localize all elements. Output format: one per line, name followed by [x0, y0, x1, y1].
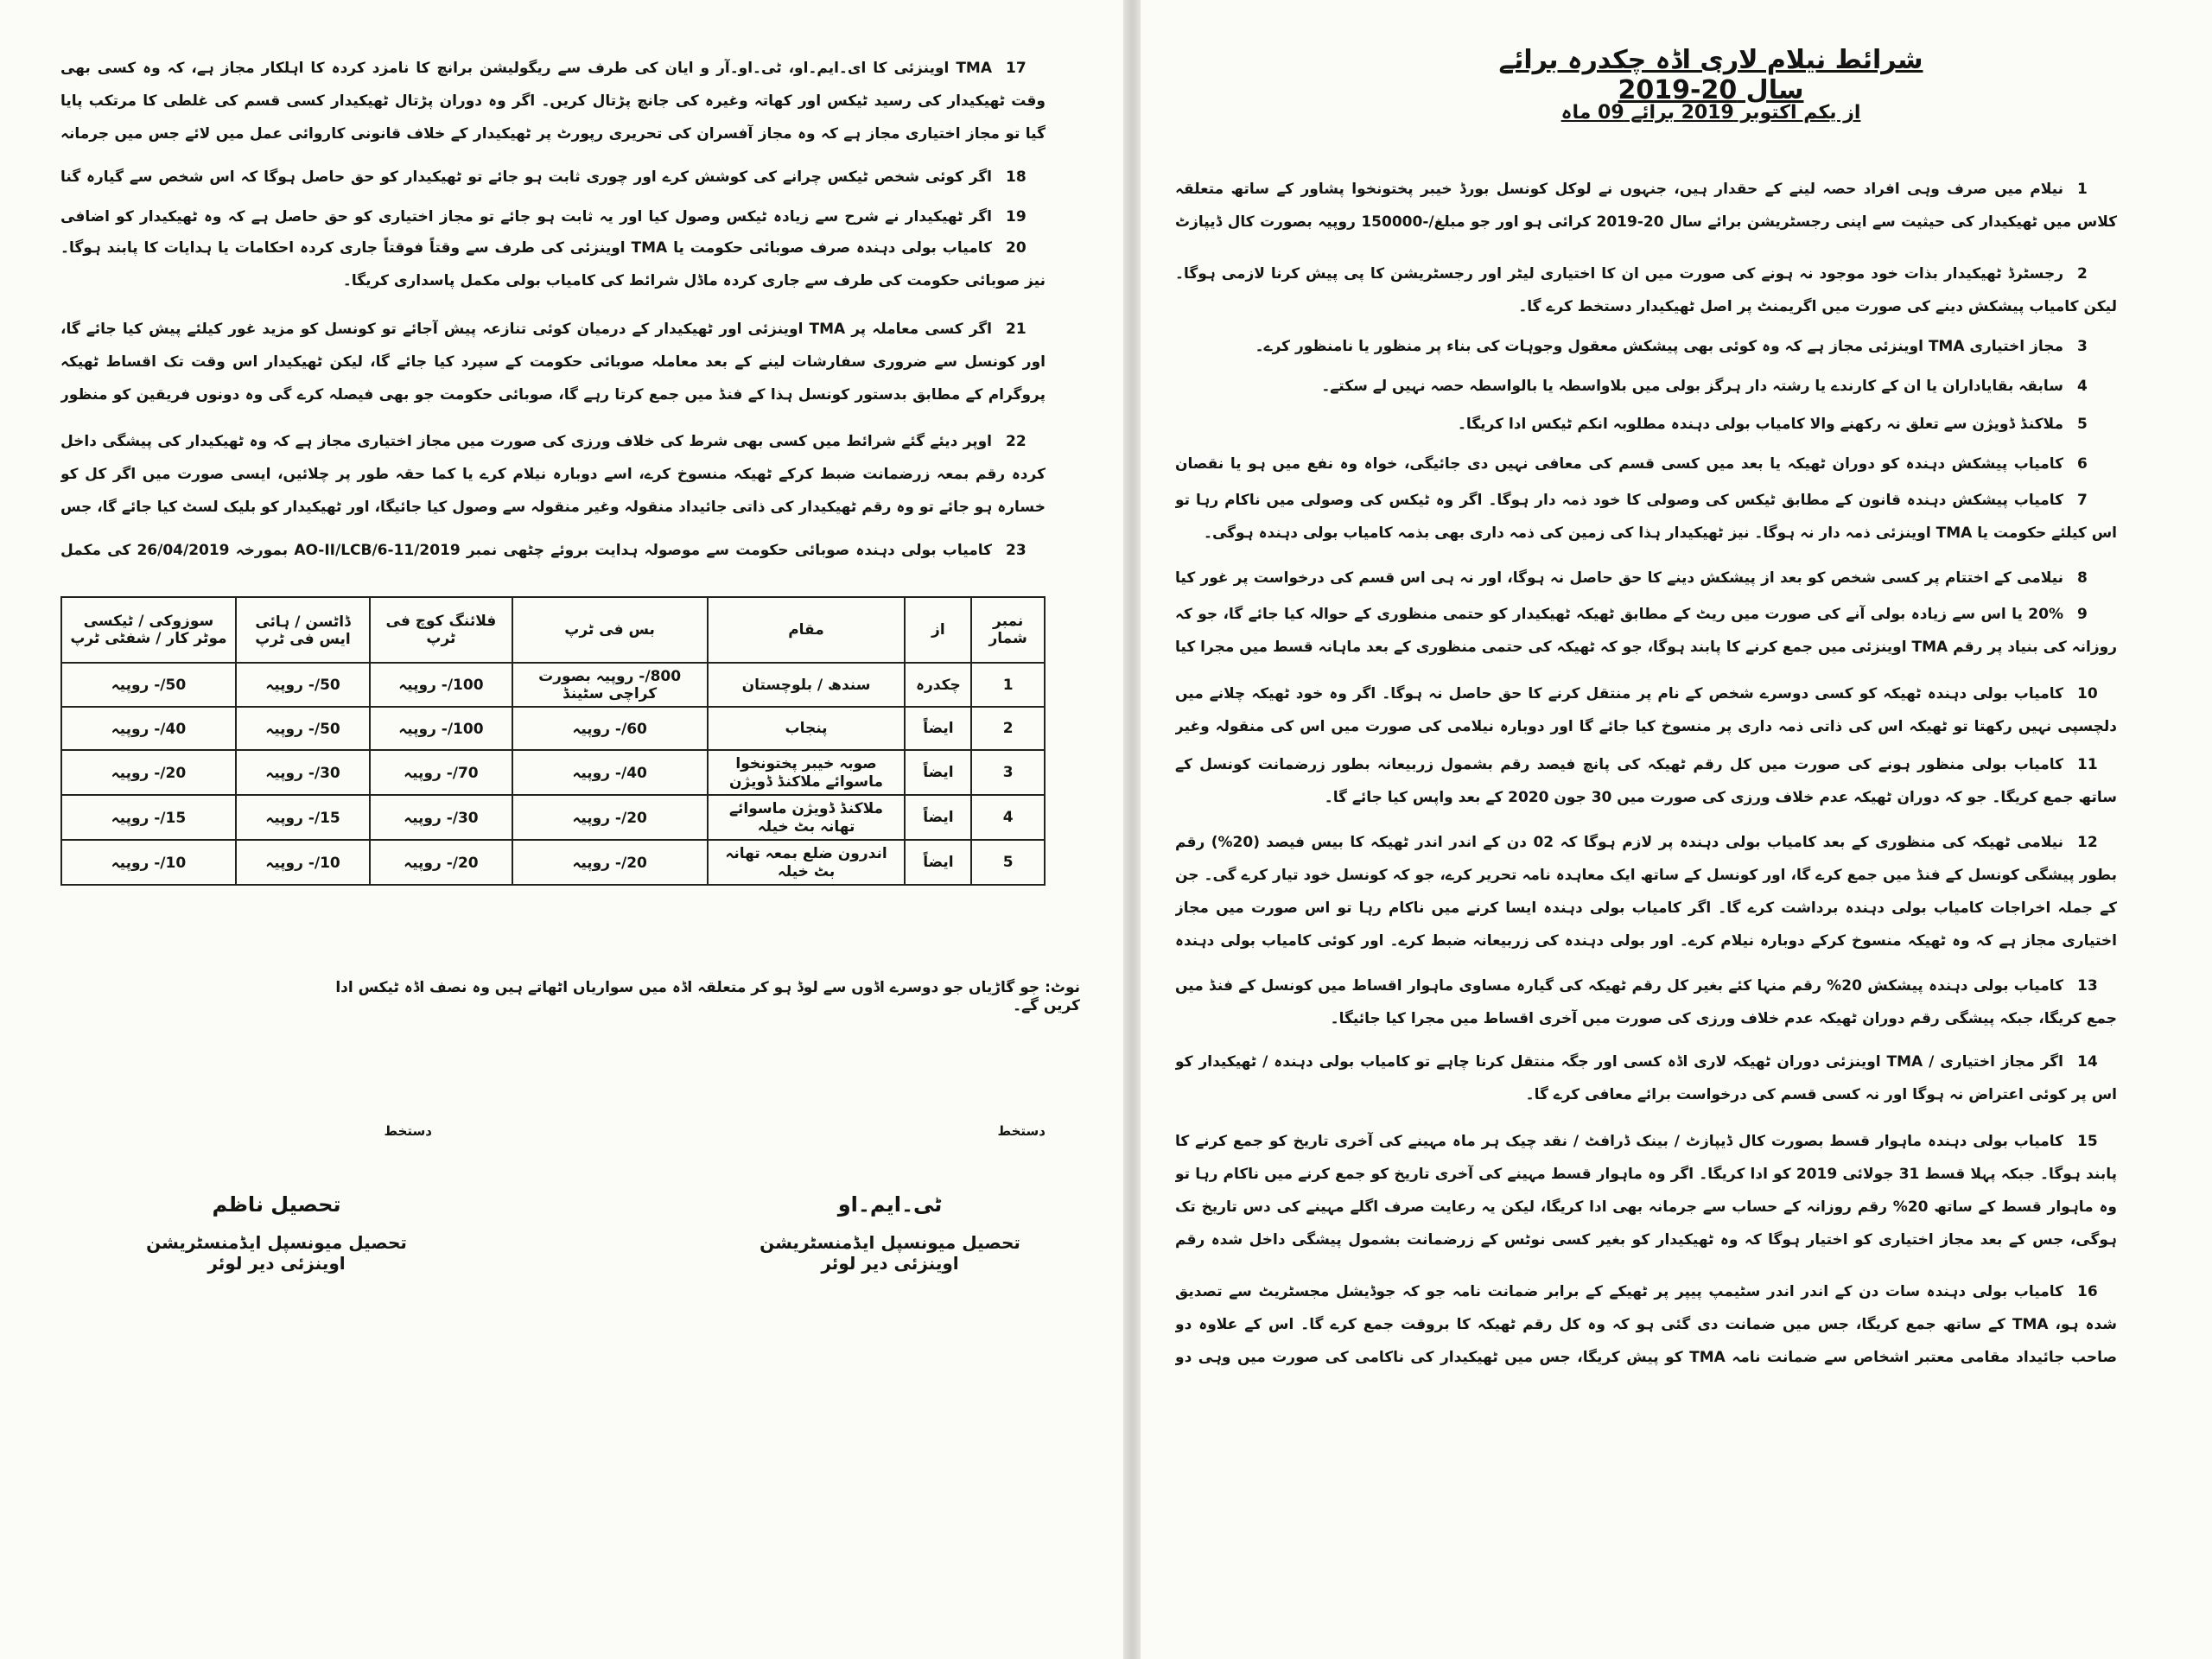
- table-row: [61, 840, 1045, 885]
- table-row: [61, 795, 1045, 840]
- clause-number: 1: [2077, 181, 2088, 198]
- fare-table-header: [61, 597, 1045, 663]
- table-cell: ایضاً: [905, 750, 971, 795]
- table-header-cell: فلائنگ کوچ فی ٹرپ: [370, 597, 512, 663]
- table-cell: 15/- روپیہ: [61, 795, 236, 840]
- table-header-cell: سوزوکی / ٹیکسی موٹر کار / شفٹی ٹرپ: [61, 597, 236, 663]
- clause-number: 9: [2077, 606, 2088, 623]
- table-cell: 40/- روپیہ: [61, 707, 236, 750]
- table-cell: 100/- روپیہ: [370, 707, 512, 750]
- signature-label: دستخط: [997, 1123, 1046, 1139]
- table-header-cell: ڈاٹسن / ہائی ایس فی ٹرپ: [236, 597, 370, 663]
- table-cell: 70/- روپیہ: [370, 750, 512, 795]
- clause: [1175, 826, 2117, 963]
- fare-table-body: [61, 663, 1045, 885]
- clause-text: سابقہ بقایاداران یا ان کے کارندے یا رشتہ دار ہرگز بولی میں بلاواسطہ یا بالواسطہ حصہ نہیں لے سکتے۔: [1321, 378, 2063, 395]
- clause: [1175, 1046, 2117, 1111]
- clause-number: 12: [2077, 834, 2098, 851]
- table-cell: 50/- روپیہ: [61, 663, 236, 707]
- table-cell: 20/- روپیہ: [512, 795, 708, 840]
- clause: [1175, 1125, 2117, 1262]
- table-cell: ایضاً: [905, 707, 971, 750]
- clause-text: نیلام میں صرف وہی افراد حصہ لینے کے حقدار ہیں، جنہوں نے لوکل کونسل بورڈ خیبر پختونخوا پشاور کے ساتھ متعلقہ کلاس میں ٹھیکیدار کی حیثیت سے اپنی رجسٹریشن برائے سال 20-2019 کرائی ہو اور جو مبلغ/-150000 روپیہ بصورت کال ڈیپازٹ: [1175, 181, 2117, 231]
- table-cell: 60/- روپیہ: [512, 707, 708, 750]
- clause-number: 21: [1005, 321, 1027, 338]
- clause-number: 20: [1006, 239, 1027, 257]
- clause-number: 10: [2077, 685, 2098, 702]
- clause: [60, 534, 1046, 572]
- clause: [60, 313, 1046, 416]
- clause: [1175, 370, 2117, 403]
- clause-text: اوپر دیئے گئے شرائط میں کسی بھی شرط کی خلاف ورزی کی صورت میں مجاز اختیاری مجاز ہے کہ وہ ٹھیکیدار کی پیشگی داخل کردہ رقم بمعہ زرضمانت ضبط کرکے ٹھیکہ منسوخ کرے، اسے دوبارہ نیلام کرے یا کما حقہ طور پر چلائیں، ایسی صورت میں اگر کل کو خسارہ ہو جائے تو وہ رقم ٹھیکیدار کی ذاتی جائیداد منقولہ وغیر منقولہ سے وصول کیا جائیگا، اور ٹھیکیدار کو بلیک لسٹ کیا جائے گا، جس: [60, 433, 1046, 516]
- clause: [60, 161, 1046, 199]
- table-cell: 15/- روپیہ: [236, 795, 370, 840]
- clause: [60, 232, 1046, 297]
- clause: [1175, 677, 2117, 748]
- table-cell: ملاکنڈ ڈویژن ماسوائے تھانہ بٹ خیلہ: [708, 795, 906, 840]
- clause-text: کامیاب بولی دہندہ ٹھیکہ کو کسی دوسرے شخص کے نام پر منتقل کرنے کا حق حاصل نہ ہوگا۔ اگر وہ خود ٹھیکہ چلانے میں دلچسپی نہیں رکھتا تو ٹھیکہ اس کی ذاتی ذمہ داری پر منسوخ کیا جائے گا اور دوبارہ نیلامی کی صورت میں اس کی منقولہ وغیر: [1175, 685, 2117, 735]
- clause-text: نیلامی ٹھیکہ کی منظوری کے بعد کامیاب بولی دہندہ پر لازم ہوگا کہ 02 دن کے اندر اندر ٹھیکہ کا بیس فیصد (20%) رقم بطور پیشگی کونسل کے فنڈ میں جمع کرے گا، اور کونسل کے ساتھ ایک معاہدہ نامہ تحریر کرے، جو کہ کونسل خود تیار کرے گی۔ جن کے جملہ اخراجات کامیاب بولی دہندہ برداشت کرے گا۔ اگر کامیاب بولی دہندہ ایسا کرنے میں ناکام رہا تو اس صورت میں مجاز اختیاری مجاز ہے کہ وہ ٹھیکہ منسوخ کرکے دوبارہ نیلام کرے۔ اور بولی دہندہ کی زربیعانہ ضبط کرے۔ اور کوئی کامیاب بولی دہندہ: [1175, 834, 2117, 950]
- table-cell: 1: [971, 663, 1045, 707]
- clause: [1175, 562, 2117, 600]
- clause-number: 19: [1006, 208, 1027, 226]
- clause: [1175, 969, 2117, 1035]
- table-cell: ایضاً: [905, 795, 971, 840]
- table-cell: 5: [971, 840, 1045, 885]
- clause-text: اگر کوئی شخص ٹیکس چرانے کی کوشش کرے اور چوری ثابت ہو جائے تو ٹھیکیدار کو حق حاصل ہوگا کہ اس شخص سے گیارہ گنا: [60, 168, 992, 186]
- table-header-cell: بس فی ٹرپ: [512, 597, 708, 663]
- table-cell: 2: [971, 707, 1045, 750]
- document-subtitle: از یکم اکتوبر 2019 برائے 09 ماہ: [1560, 102, 1861, 124]
- table-cell: 10/- روپیہ: [61, 840, 236, 885]
- clause: [1175, 448, 2117, 486]
- signature-title: تحصیل ناظم: [212, 1192, 341, 1217]
- clause-text: کامیاب بولی دہندہ سات دن کے اندر اندر سٹیمپ پیپر پر ٹھیکے کے برابر ضمانت نامہ جو کہ جوڈیشل مجسٹریٹ سے تصدیق شدہ ہو، TMA کے ساتھ جمع کریگا، جس میں ضمانت دی گئی ہو کہ وہ کل رقم ٹھیکہ کا بروقت جمع کرے گا۔ اس کے علاوہ دو صاحب جائیداد مقامی معتبر اشخاص سے ضمانت نامہ TMA کو پیش کریگا، جس میں ٹھیکیدار کی ناکامی کی صورت میں وہی دو: [1175, 1283, 2117, 1366]
- clause-number: 6: [2077, 455, 2088, 473]
- table-row: [61, 707, 1045, 750]
- signature-block-tmo: [734, 1123, 1046, 1274]
- clause-number: 16: [2077, 1283, 2098, 1300]
- table-cell: اندرون ضلع بمعہ تھانہ بٹ خیلہ: [708, 840, 906, 885]
- table-header-cell: نمبر شمار: [971, 597, 1045, 663]
- note-text: نوٹ: جو گاڑیاں جو دوسرے اڈوں سے لوڈ ہو کر متعلقہ اڈہ میں سواریاں اٹھاتے ہیں وہ نصف اڈہ ٹیکس ادا کریں گے۔: [335, 979, 1080, 1014]
- clause-text: اگر ٹھیکیدار نے شرح سے زیادہ ٹیکس وصول کیا اور یہ ثابت ہو جائے تو مجاز اختیاری کو حق حاصل ہے کہ وہ ٹھیکیدار کو اضافی: [60, 208, 992, 226]
- clause: [1175, 173, 2117, 244]
- table-cell: 3: [971, 750, 1045, 795]
- clause-text: 20% یا اس سے زیادہ بولی آنے کی صورت میں ریٹ کے مطابق ٹھیکہ ٹھیکیدار کو حتمی منظوری کے حوالہ کیا جائے گا، جو کہ روزانہ کی بنیاد پر رقم TMA اوینزئی میں جمع کرنے کا پابند ہوگا، جو کہ ٹھیکہ کی حتمی منظوری کے بعد ماہانہ قسط میں مجرا کیا: [1175, 606, 2117, 656]
- clause: [1175, 748, 2117, 814]
- clause-text: اگر کسی معاملہ پر TMA اوینزئی اور ٹھیکیدار کے درمیان کوئی تنازعہ پیش آجائے تو کونسل کو مزید غور کیلئے پیش کیا جائے گا، اور کونسل سے ضروری سفارشات لینے کے بعد معاملہ صوبائی حکومت کے سپرد کیا جائے گا، لیکن ٹھیکیدار اس وقت تک اقساط ٹھیکہ پروگرام کے مطابق بدستور کونسل ہذا کے فنڈ میں جمع کرتا رہے گا، صوبائی حکومت جو بھی فیصلہ کرے گی وہ دونوں فریقین کو منظور: [60, 321, 1046, 404]
- clause-number: 5: [2077, 416, 2088, 433]
- table-cell: ایضاً: [905, 840, 971, 885]
- table-cell: 30/- روپیہ: [370, 795, 512, 840]
- clause: [1175, 598, 2117, 669]
- table-cell: صوبہ خیبر پختونخوا ماسوائے ملاکنڈ ڈویژن: [708, 750, 906, 795]
- clause: [1175, 330, 2117, 363]
- clause-number: 7: [2077, 492, 2088, 509]
- table-cell: 10/- روپیہ: [236, 840, 370, 885]
- clause-number: 22: [1006, 433, 1027, 450]
- page-gutter: [1123, 0, 1141, 1659]
- clause-text: کامیاب بولی دہندہ صوبائی حکومت سے موصولہ ہدایت بروئے چٹھی نمبر AO-II/LCB/6-11/2019 بمورخہ 26/04/2019 کی مکمل: [60, 542, 992, 559]
- table-cell: 4: [971, 795, 1045, 840]
- clause: [60, 425, 1046, 529]
- clause-number: 18: [1006, 168, 1027, 186]
- clause-text: کامیاب بولی منظور ہونے کی صورت میں کل رقم ٹھیکہ کی پانچ فیصد رقم بشمول زربیعانہ بطور زرضمانت کونسل کے ساتھ جمع کریگا۔ جو کہ دوران ٹھیکہ عدم خلاف ورزی کی صورت میں 30 جون 2020 کے بعد واپس کیا جائے گا۔: [1175, 756, 2117, 806]
- clause-number: 15: [2077, 1133, 2098, 1150]
- clause-text: کامیاب بولی دہندہ صرف صوبائی حکومت یا TMA اوینزئی کی طرف سے وقتاً فوقتاً جاری کردہ احکامات یا ہدایات کا پابند ہوگا۔ نیز صوبائی حکومت کی طرف سے جاری کردہ ماڈل شرائط کی کامیاب بولی مکمل پاسداری کریگا۔: [60, 239, 1046, 289]
- clause-number: 23: [1006, 542, 1027, 559]
- clause: [1175, 1275, 2117, 1379]
- clause-number: 17: [1006, 60, 1027, 77]
- table-header-cell: از: [905, 597, 971, 663]
- clause-number: 11: [2077, 756, 2098, 773]
- clause-text: اگر مجاز اختیاری / TMA اوینزئی دوران ٹھیکہ لاری اڈہ کسی اور جگہ منتقل کرنا چاہے تو کامیاب بولی دہندہ / ٹھیکیدار کو اس پر کوئی اعتراض نہ ہوگا اور نہ کسی قسم کی درخواست برائے معافی کرے گا۔: [1175, 1053, 2117, 1103]
- signature-label: دستخط: [384, 1123, 432, 1139]
- clause-number: 2: [2077, 265, 2088, 283]
- table-row: [61, 750, 1045, 795]
- table-cell: 100/- روپیہ: [370, 663, 512, 707]
- clause-number: 4: [2077, 378, 2088, 395]
- clause-text: کامیاب بولی دہندہ پیشکش 20% رقم منہا کئے بغیر کل رقم ٹھیکہ کی گیارہ مساوی ماہوار اقساط میں کونسل کے فنڈ میں جمع کریگا، جبکہ پیشگی رقم دوران ٹھیکہ عدم خلاف ورزی کی صورت میں آخری اقساط میں مجرا کیا جائیگا۔: [1175, 977, 2117, 1027]
- fare-table: [60, 596, 1046, 886]
- document-title: شرائط نیلام لاری اڈہ چکدرہ برائے سال 20-2019: [1498, 45, 1923, 105]
- clause-text: ملاکنڈ ڈویژن سے تعلق نہ رکھنے والا کامیاب بولی دہندہ مطلوبہ انکم ٹیکس ادا کریگا۔: [1457, 416, 2063, 433]
- clause: [1175, 484, 2117, 550]
- clause-text: کامیاب پیشکش دہندہ کو دوران ٹھیکہ یا بعد میں کسی قسم کی معافی نہیں دی جائیگی، خواہ وہ نفع میں ہو یا نقصان: [1175, 455, 2063, 473]
- clause-number: 3: [2077, 338, 2088, 355]
- table-header-cell: مقام: [708, 597, 906, 663]
- table-cell: پنجاب: [708, 707, 906, 750]
- table-cell: 20/- روپیہ: [512, 840, 708, 885]
- table-cell: 20/- روپیہ: [61, 750, 236, 795]
- table-cell: 40/- روپیہ: [512, 750, 708, 795]
- table-cell: 800/- روپیہ بصورت کراچی سٹینڈ: [512, 663, 708, 707]
- table-cell: چکدرہ: [905, 663, 971, 707]
- clause-number: 8: [2077, 569, 2088, 587]
- clause-text: کامیاب بولی دہندہ ماہوار قسط بصورت کال ڈیپازٹ / بینک ڈرافٹ / نقد چیک ہر ماہ مہینے کی آخری تاریخ کو جمع کرنے کا پابند ہوگا۔ جبکہ پہلا قسط 31 جولائی 2019 کو ادا کریگا۔ اگر وہ ماہوار قسط مہینے کی آخری تاریخ کو جمع کرنے میں ناکام رہا تو وہ ماہوار قسط کے ساتھ 20% رقم روزانہ کے حساب سے جرمانہ بھی ادا کریگا، لیکن یہ رعایت صرف اگلے مہینے کی دس تاریخ تک ہوگی، جس کے بعد مجاز اختیاری کو اختیار ہوگا کہ وہ ٹھیکیدار کو بغیر کسی نوٹس کے زرضمانت بشمول پیشگی داخل شدہ رقم: [1175, 1133, 2117, 1249]
- table-cell: 50/- روپیہ: [236, 707, 370, 750]
- signature-block-nazim: [121, 1123, 432, 1274]
- table-row: [61, 663, 1045, 707]
- table-cell: 30/- روپیہ: [236, 750, 370, 795]
- clause-text: نیلامی کے اختتام پر کسی شخص کو بعد از پیشکش دینے کا حق حاصل نہ ہوگا، اور نہ ہی اس قسم کی درخواست پر غور کیا: [1175, 569, 2063, 587]
- clause-text: کامیاب پیشکش دہندہ قانون کے مطابق ٹیکس کی وصولی کا خود ذمہ دار ہوگا۔ اگر وہ ٹیکس کی وصولی میں ناکام رہا تو اس کیلئے حکومت یا TMA اوینزئی ذمہ دار نہ ہوگا۔ نیز ٹھیکیدار ہذا کی زمین کی ذمہ داری بھی بذمہ کامیاب بولی دہندہ ہوگی۔: [1175, 492, 2117, 542]
- signature-office: تحصیل میونسپل ایڈمنسٹریشن اوینزئی دیر لوئر: [760, 1232, 1020, 1274]
- table-cell: 20/- روپیہ: [370, 840, 512, 885]
- clause: [60, 52, 1046, 156]
- clause: [1175, 257, 2117, 323]
- clause: [1175, 408, 2117, 441]
- signature-office: تحصیل میونسپل ایڈمنسٹریشن اوینزئی دیر لوئر: [146, 1232, 407, 1274]
- clause-number: 13: [2077, 977, 2098, 995]
- clause-text: رجسٹرڈ ٹھیکیدار بذات خود موجود نہ ہونے کی صورت میں ان کا اختیاری لیٹر اور رجسٹریشن کا پی پیش کرنا لازمی ہوگا۔ لیکن کامیاب پیشکش دینے کی صورت میں اگریمنٹ پر اصل ٹھیکیدار دستخط کرے گا۔: [1175, 265, 2117, 315]
- clause-text: مجاز اختیاری TMA اوینزئی مجاز ہے کہ وہ کوئی بھی پیشکش معقول وجوہات کی بناء پر منظور یا نامنظور کرے۔: [1255, 338, 2063, 355]
- table-cell: سندھ / بلوچستان: [708, 663, 906, 707]
- clause-text: TMA اوینزئی کا ای۔ایم۔او، ٹی۔او۔آر و ایان کی طرف سے ریگولیشن برانچ کا نامزد کردہ کا اہلکار مجاز ہے، کہ وہ کسی بھی وقت ٹھیکیدار کی رسید ٹیکس اور کھاتہ وغیرہ کی جانچ پڑتال کریں۔ اگر وہ دوران پڑتال ٹھیکیدار کسی قسم کی غلطی کا مرتکب پایا گیا تو مجاز اختیاری مجاز ہے کہ وہ مجاز آفسران کی تحریری رپورٹ پر ٹھیکیدار کے خلاف قانونی کاروائی عمل میں لائے جس میں جرمانہ: [60, 60, 1046, 143]
- signature-title: ٹی۔ایم۔او: [837, 1192, 943, 1217]
- table-cell: 50/- روپیہ: [236, 663, 370, 707]
- clause-number: 14: [2077, 1053, 2098, 1071]
